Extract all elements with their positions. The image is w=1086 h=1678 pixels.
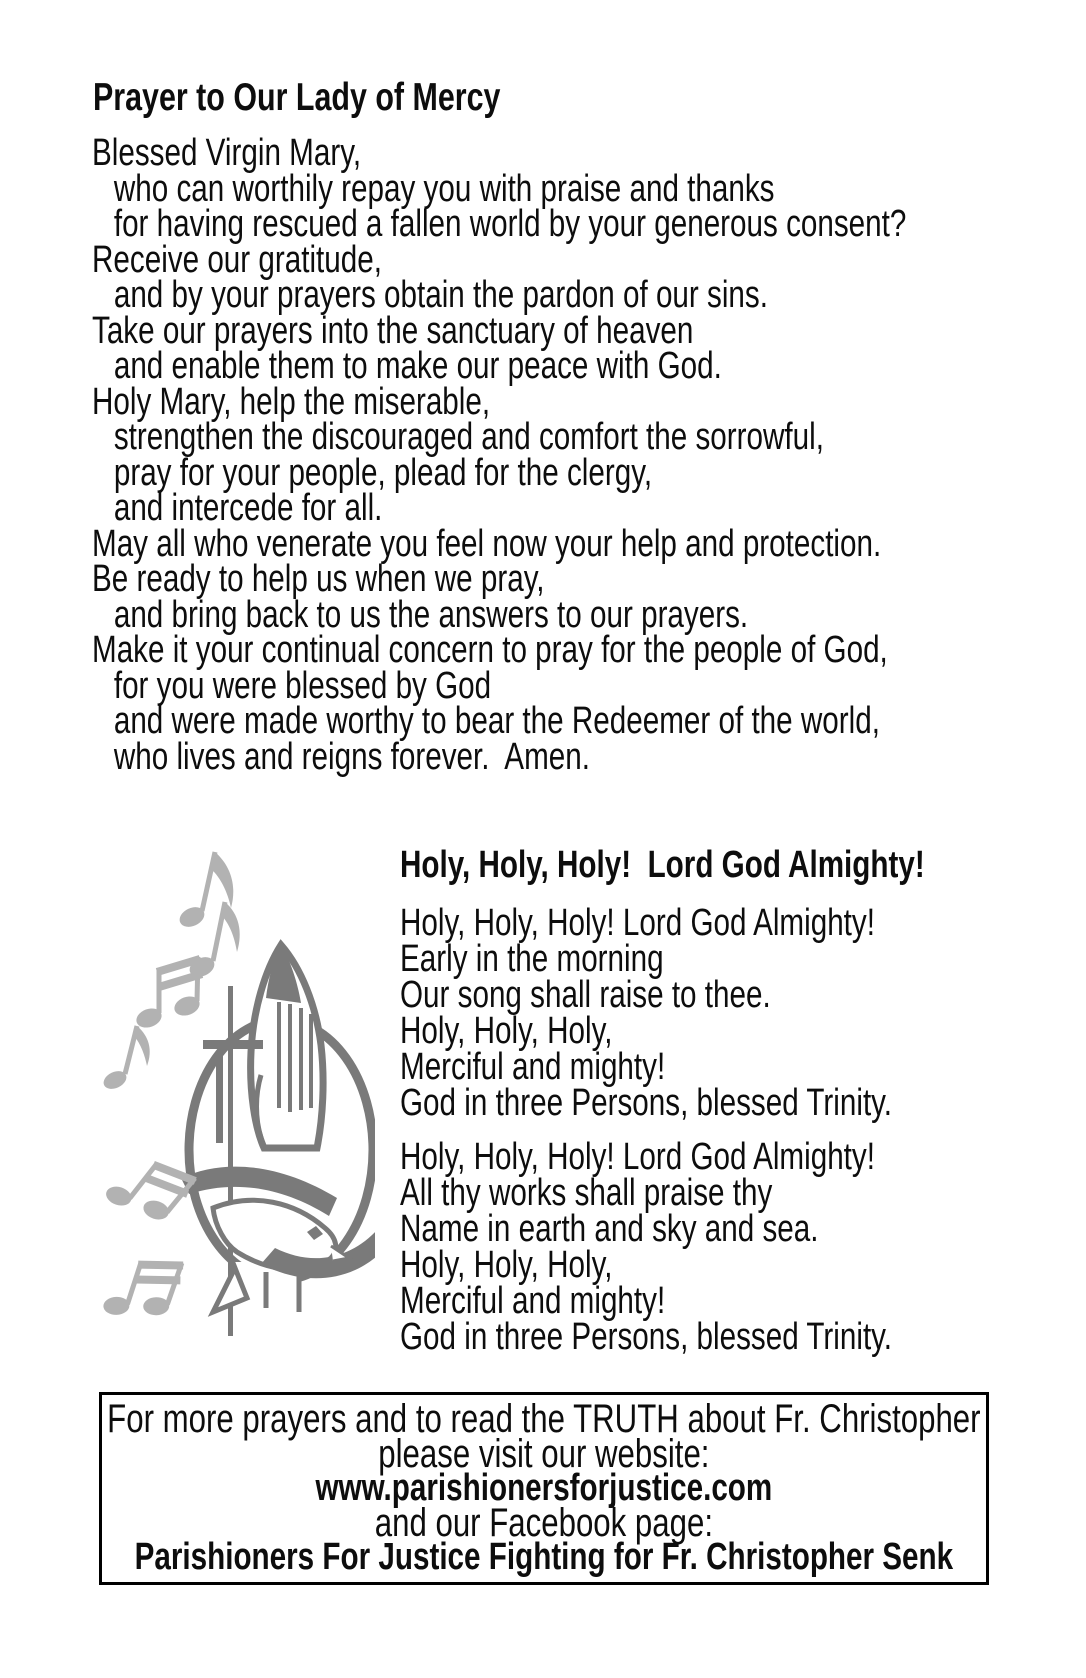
prayer-text [92,132,1067,778]
prayer-line: Blessed Virgin Mary, [92,132,362,174]
hymn-title: Holy, Holy, Holy! Lord God Almighty! [400,844,925,886]
hymn-line: Holy, Holy, Holy, [400,1010,613,1052]
prayer-line: and enable them to make our peace with God. [113,345,722,387]
prayer-line: who lives and reigns forever. Amen. [113,735,590,778]
footer-line: For more prayers and to read the TRUTH about Fr. Christopher [107,1397,981,1441]
prayer-line: and were made worthy to bear the Redeemer of the world, [113,700,880,742]
hymn-line: Our song shall raise to thee. [400,974,771,1016]
hymn-line: Holy, Holy, Holy, [400,1244,613,1286]
prayer-line: Make it your continual concern to pray for the people of God, [92,629,888,671]
hymn-line: Early in the morning [400,938,664,980]
footer-line: and our Facebook page: [374,1500,713,1545]
hymn-line: Merciful and mighty! [400,1280,666,1322]
page-title: Prayer to Our Lady of Mercy [93,76,501,119]
prayer-line: who can worthily repay you with praise and thanks [113,167,775,210]
facebook-page-name: Parishioners For Justice Fighting for Fr. Christopher Senk [134,1536,954,1578]
hymn-line: Holy, Holy, Holy! Lord God Almighty! [400,1136,875,1178]
footer-box [99,1392,989,1585]
hymn-line: All thy works shall praise thy [400,1172,773,1214]
hymn-line: Name in earth and sky and sea. [400,1208,819,1250]
footer-line: please visit our website: [378,1431,710,1476]
prayer-line: and bring back to us the answers to our prayers. [113,593,749,636]
prayer-line: Holy Mary, help the miserable, [92,380,491,423]
hymn-line: Holy, Holy, Holy! Lord God Almighty! [400,902,875,944]
prayer-line: Be ready to help us when we pray, [92,558,545,600]
hymn-section [400,845,1024,1373]
religious-clipart [85,840,375,1350]
prayer-line: Receive our gratitude, [92,238,382,281]
prayer-line: pray for your people, plead for the clergy, [113,451,653,494]
prayer-line: for you were blessed by God [113,664,492,707]
prayer-line: for having rescued a fallen world by your generous consent? [113,203,907,245]
hymn-verse-2 [400,1136,1024,1358]
hymn-verse-1 [400,902,1024,1124]
prayer-line: and intercede for all. [113,487,383,529]
prayer-line: Take our prayers into the sanctuary of heaven [92,309,694,352]
prayer-line: and by your prayers obtain the pardon of our sins. [113,274,768,316]
prayer-line: strengthen the discouraged and comfort the sorrowful, [113,416,824,458]
prayer-line: May all who venerate you feel now your help and protection. [92,522,882,565]
website-url: www.parishionersforjustice.com [315,1467,773,1509]
hymn-line: Merciful and mighty! [400,1046,666,1088]
hymn-line: God in three Persons, blessed Trinity. [400,1082,893,1124]
hymn-line: God in three Persons, blessed Trinity. [400,1316,893,1358]
